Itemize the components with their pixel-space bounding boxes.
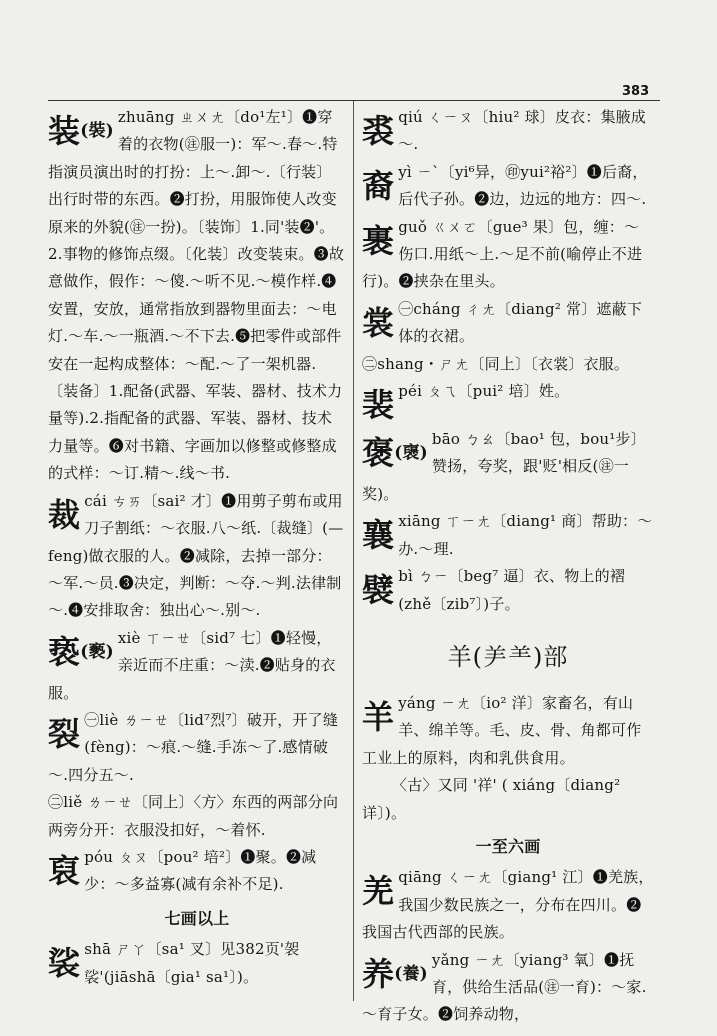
dictionary-entry [362,214,654,296]
headword-char: 襄 [362,516,395,555]
entry-headword [48,942,80,984]
entry-headword [362,384,394,426]
entry-definition: guǒ ㄍㄨㄛ〔gue³ 果〕包，缠：～伤口.用纸～上.～足不前(喻停止不进行)。❷挟杂在里头。 [362,217,643,291]
entry-definition: yì ㄧˋ〔yi⁶异，㊞yui²裕²〕❶后裔，后代子孙。❷边，边远的地方：四～. [398,162,648,209]
entry-definition: ㊀liè ㄌㄧㄝ〔lid⁷烈⁷〕破开，开了缝(fèng)：～痕.～缝.手冻～了.感情破～.四分五～. [48,710,339,784]
dictionary-entry [48,104,346,488]
headword-char: 襞 [362,571,395,610]
headword-variant: (養) [394,963,428,984]
entry-headword [48,850,80,892]
dictionary-entry [362,378,654,426]
entry-headword [362,220,394,262]
entry-headword [48,494,80,536]
dictionary-entry [362,426,654,508]
entry-definition: shā ㄕㄚ〔sa¹ 叉〕见382页'袈裟'(jiāshā〔gia¹ sa¹〕)。 [84,940,300,986]
right-column [362,104,654,1029]
headword-char: 裹 [362,221,395,260]
section-heading: 一至六画 [475,836,541,856]
entry-headword [362,870,394,912]
entry-definition: 〈古〉又同 '祥' ( xiáng〔diang²详〕)。 [362,776,621,822]
entry-definition: xiè ㄒㄧㄝ〔sid⁷ 七〕❶轻慢，亲近而不庄重：～渎.❷贴身的衣服。 [48,628,336,702]
dictionary-entry [362,690,654,772]
dictionary-entry [48,625,346,707]
header-rule [48,100,660,101]
dictionary-entry [362,508,654,563]
dictionary-entry [362,772,654,827]
entry-definition: qiāng ㄑㄧㄤ〔giang¹ 江〕❶羌族，我国少数民族之一，分布在四川。❷我国古代西部的民族。 [362,868,654,942]
dictionary-entry [48,707,346,789]
dictionary-entry [362,159,654,214]
headword-char: 裁 [48,495,81,534]
entry-definition: ㊁shang・ㄕㄤ〔同上〕〔衣裳〕衣服。 [362,354,630,373]
entry-definition: cái ㄘㄞ〔sai² 才〕❶用剪子剪布或用刀子割纸：～衣服.八～纸.〔裁缝〕(—feng)做衣服的人。❷减除，去掉一部分：～军.～员.❸决定，判断：～夺.～判.法律制～.❹安排取舍：独出心～.别～. [48,491,344,620]
entry-headword [362,569,394,611]
headword-char: 褒 [362,434,395,473]
entry-definition: yáng ㄧㄤ〔io² 洋〕家畜名，有山羊、绵羊等。毛、皮、骨、角都可作工业上的原料，肉和乳供食用。 [362,693,642,767]
entry-headword [362,696,394,738]
dictionary-entry [48,844,346,899]
dictionary-entry [362,947,654,1029]
entry-definition: póu ㄆㄡ〔pou² 培²〕❶聚。❷减少：～多益寡(减有余补不足). [84,847,317,894]
dictionary-entry [362,563,654,618]
headword-char: 裟 [48,944,81,983]
entry-definition: bì ㄅㄧ〔beg⁷ 逼〕衣、物上的褶(zhě〔zib⁷〕)子。 [398,567,626,613]
entry-headword [362,953,428,995]
column-divider [353,101,354,1001]
headword-char: 裂 [48,714,81,753]
headword-char: 裘 [362,112,395,150]
headword-variant: (褻) [80,641,114,662]
entry-headword [362,302,394,344]
dictionary-entry [48,488,346,625]
left-column [48,104,346,991]
headword-char: 裔 [362,166,395,205]
entry-definition: xiāng ㄒㄧㄤ〔diang¹ 商〕帮助：～办.～理. [398,512,653,558]
entry-definition: péi ㄆㄟ〔pui² 培〕姓。 [398,382,570,401]
entry-definition: qiú ㄑㄧㄡ〔hiu² 球〕皮衣：集腋成～. [398,108,647,154]
entry-headword [362,110,394,152]
entry-definition: ㊁liě ㄌㄧㄝ〔同上〕〈方〉东西的两部分向两旁分开：衣服没扣好，～着怀. [48,793,339,839]
dictionary-entry [48,936,346,991]
entry-headword [362,432,428,474]
page-number: 383 [622,84,650,99]
headword-char: 羊 [362,697,395,736]
headword-char: 亵 [48,632,81,671]
headword-char: 养 [362,954,395,993]
entry-headword [362,165,394,207]
dictionary-entry [48,789,346,844]
section-heading: 七画以上 [164,908,230,928]
headword-char: 裒 [48,851,81,890]
entry-definition: ㊀cháng ㄔㄤ〔diang² 常〕遮蔽下体的衣裙。 [398,299,643,346]
entry-headword [48,713,80,755]
headword-variant: (襃) [394,443,428,464]
dictionary-entry [362,296,654,351]
entry-definition: zhuāng ㄓㄨㄤ〔do¹左¹〕❶穿着的衣物(㊟服一)：军～.春～.特指演员演出时的打扮：上～.卸～.〔行装〕出行时带的东西。❷打扮，用服饰使人改变原来的外貌(㊟一扮)。〔装饰〕1.同'装❷'。2.事物的修饰点缀。〔化装〕改变装束。❸故意做作，假作：～傻.～听不见.～模作样.❹安置，安放，通常指放到器物里面去：～电灯.～车.～一瓶酒.～不下去.❺把零件或部件安在一起构成整体：～配.～了一架机器.〔装备〕1.配备(武器、军装、器材、技术力量等).2.指配备的武器、军装、器材、技术力量等。❻对书籍、字画加以修整或修整成的式样：～订.精～.线～书. [48,108,345,483]
dictionary-entry [362,104,654,159]
entry-headword [48,110,114,152]
entry-definition: yǎng ㄧㄤ〔yiang³ 氧〕❶抚育，供给生活品(㊟一育)：～家.～育子女。❷饲养动物， [362,950,647,1024]
headword-char: 羌 [362,872,395,911]
radical-heading: 羊(⺶⺷)部 [447,642,569,671]
entry-headword [362,514,394,556]
headword-char: 装 [48,112,81,150]
headword-char: 裴 [362,386,395,425]
headword-char: 裳 [362,303,395,342]
entry-definition: bāo ㄅㄠ〔bao¹ 包，bou¹步〕赞扬，夸奖，跟'贬'相反(㊟一奖)。 [362,430,646,503]
dictionary-entry [362,864,654,946]
headword-variant: (裝) [80,121,114,141]
entry-headword [48,631,114,673]
dictionary-entry [362,351,654,378]
